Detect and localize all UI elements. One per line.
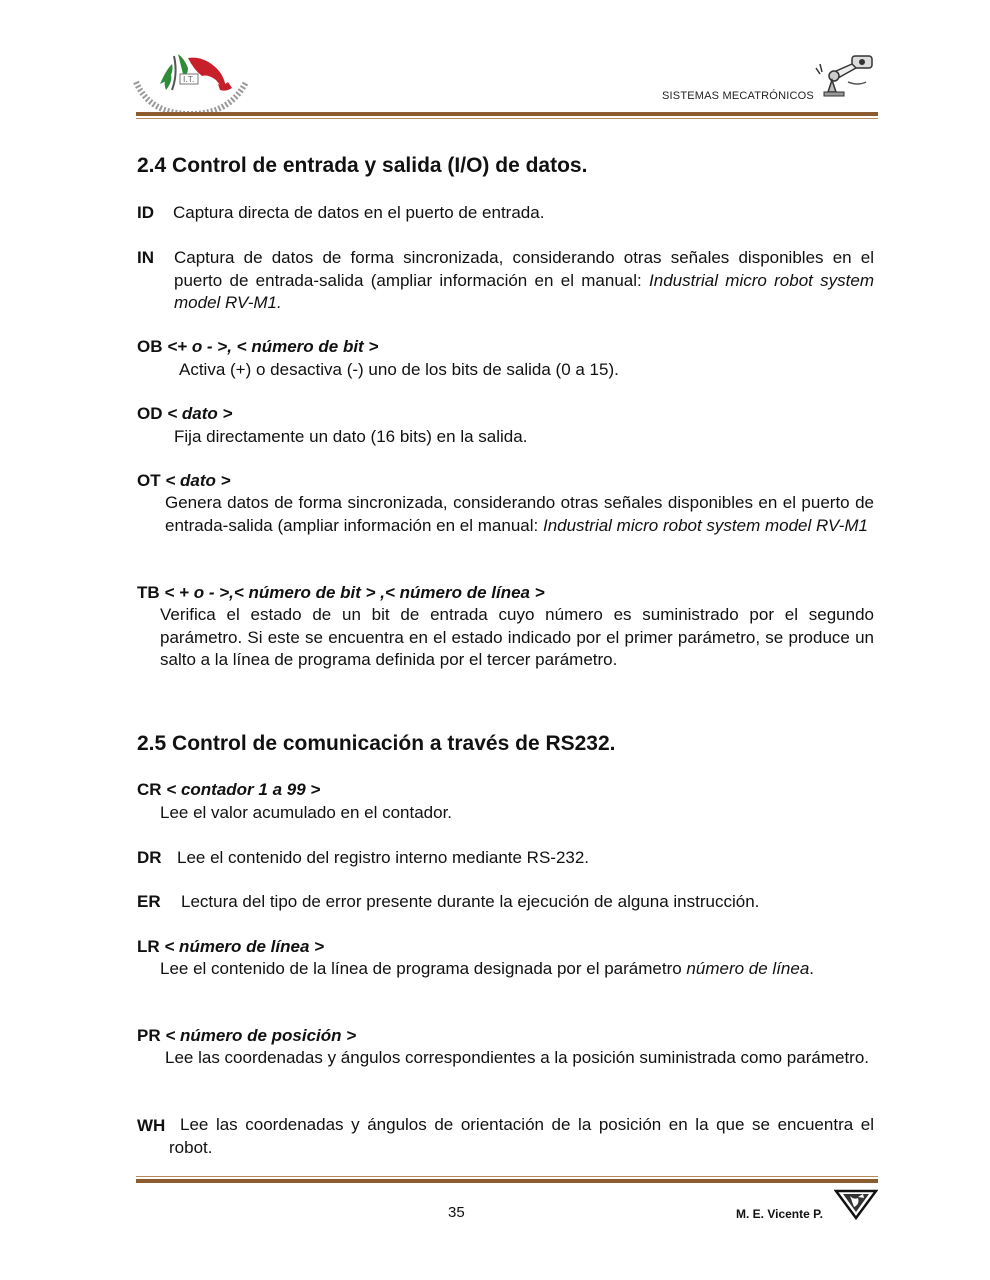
command-tb-description: Verifica el estado de un bit de entrada cuyo número es suministrado por el segundo parámetro. Si este se encuentra en el estado indicado por el primer parámetro, se produce un salto a la línea de programa definida por el tercer parámetro. [160, 605, 874, 669]
command-dr: DR [137, 848, 162, 867]
command-cr-description: Lee el valor acumulado en el contador. [160, 803, 453, 822]
lr-param: número de línea [686, 959, 810, 978]
command-pr-description: Lee las coordenadas y ángulos correspondientes a la posición suministrada como parámetro. [165, 1048, 870, 1067]
od-args: < dato > [167, 404, 233, 423]
command-er-description: Lectura del tipo de error presente durante la ejecución de alguna instrucción. [181, 892, 760, 911]
command-in-description [174, 247, 874, 315]
command-lr [137, 937, 324, 957]
lr-args: < número de línea > [164, 937, 325, 956]
footer-rule-thin [136, 1176, 878, 1177]
page-number: 35 [448, 1204, 465, 1221]
robot-arm-logo [812, 52, 878, 102]
command-id-description: Captura directa de datos en el puerto de entrada. [173, 203, 545, 222]
author-name: M. E. Vicente P. [736, 1207, 823, 1221]
command-er: ER [137, 892, 161, 911]
ob-args: <+ o - >, < número de bit > [167, 337, 379, 356]
lr-code: LR [137, 937, 160, 956]
tb-code: TB [137, 583, 160, 602]
ot-manual: Industrial micro robot system model RV-M1 [542, 515, 868, 535]
command-od-description: Fija directamente un dato (16 bits) en la salida. [174, 427, 528, 446]
header-title: SISTEMAS MECATRÓNICOS [662, 90, 814, 102]
tb-args: < + o - >,< número de bit > ,< número de línea > [164, 583, 545, 602]
pr-args: < número de posición > [165, 1026, 357, 1045]
ob-code: OB [137, 337, 163, 356]
command-tb [137, 583, 545, 603]
author-triangle-logo [834, 1188, 878, 1220]
lr-end: . [809, 959, 815, 978]
command-id: ID [137, 203, 154, 222]
lr-text: Lee el contenido de la línea de programa designada por el parámetro [160, 959, 687, 978]
ot-code: OT [137, 471, 161, 490]
command-wh: WH [137, 1116, 166, 1135]
command-in: IN [137, 248, 154, 267]
footer-rule [136, 1179, 878, 1183]
command-ot-description [165, 492, 874, 537]
od-code: OD [137, 404, 163, 423]
command-wh-description: Lee las coordenadas y ángulos de orientación de la posición en la que se encuentra el robot. [169, 1115, 874, 1157]
command-pr [137, 1026, 356, 1046]
ot-args: < dato > [165, 471, 231, 490]
command-ot [137, 471, 231, 491]
header-rule-thin [136, 118, 878, 119]
header-rule [136, 112, 878, 116]
pr-code: PR [137, 1026, 161, 1045]
command-ob [137, 337, 378, 357]
in-text: Captura de datos de forma sincronizada, considerando otras señales disponibles en el puerto de entrada-salida (ampliar información en el manual: [174, 248, 874, 290]
cr-code: CR [137, 780, 162, 799]
command-ob-description: Activa (+) o desactiva (-) uno de los bits de salida (0 a 15). [179, 360, 619, 379]
command-od [137, 404, 232, 424]
section-title-2-4: 2.4 Control de entrada y salida (I/O) de datos. [137, 154, 588, 177]
command-dr-description: Lee el contenido del registro interno mediante RS-232. [177, 848, 590, 867]
cr-args: < contador 1 a 99 > [166, 780, 321, 799]
svg-text:I.T.: I.T. [183, 75, 195, 84]
command-cr [137, 780, 320, 800]
institute-seal-logo [130, 44, 252, 116]
section-title-2-5: 2.5 Control de comunicación a través de RS232. [137, 732, 616, 755]
ot-text: Genera datos de forma sincronizada, considerando otras señales disponibles en el puerto de entrada-salida (ampliar información en el manual: [165, 493, 874, 535]
in-manual: Industrial micro robot system model RV-M1. [174, 270, 874, 312]
command-lr-description [137, 958, 874, 981]
